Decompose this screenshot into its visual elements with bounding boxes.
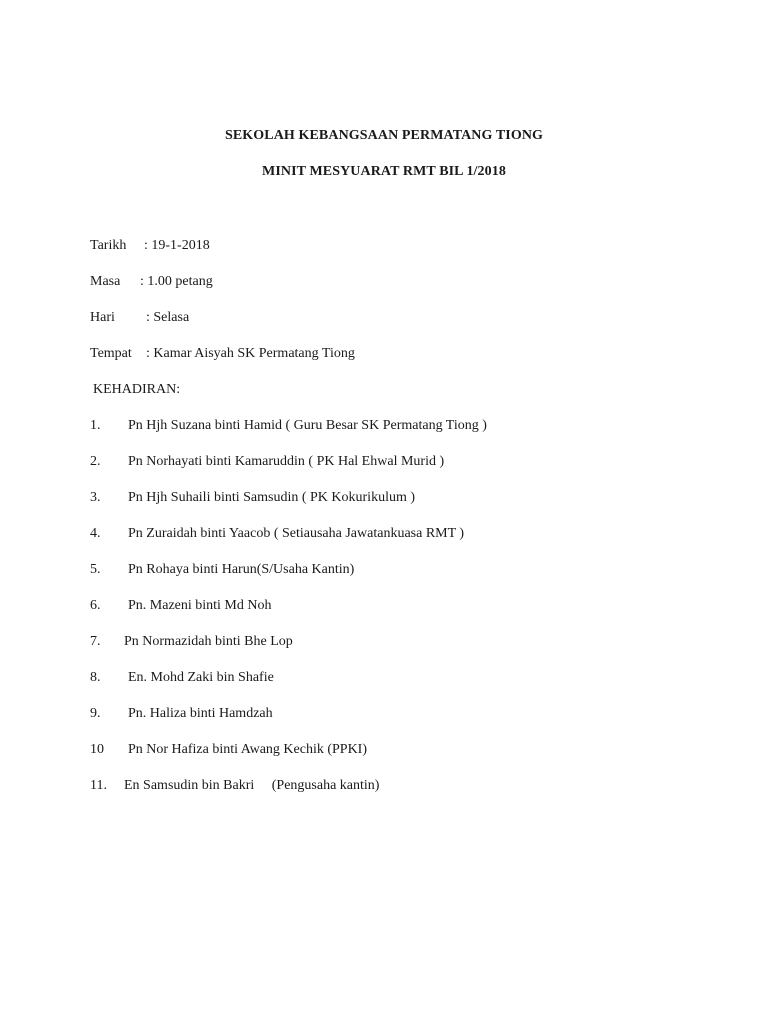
attendee-number: 5. (90, 562, 101, 577)
minutes-title-heading: MINIT MESYUARAT RMT BIL 1/2018 (262, 164, 506, 179)
attendee-number: 10 (90, 742, 104, 757)
attendee-name: Pn Norhayati binti Kamaruddin ( PK Hal Ehwal Murid ) (128, 454, 445, 469)
attendance-label: KEHADIRAN: (93, 382, 181, 397)
attendee-name: En. Mohd Zaki bin Shafie (128, 670, 274, 685)
attendee-name: Pn. Haliza binti Hamdzah (128, 706, 273, 721)
attendee-name: Pn. Mazeni binti Md Noh (128, 598, 272, 613)
day-field (90, 308, 190, 328)
date-value: : 19-1-2018 (144, 238, 210, 253)
venue-field (90, 344, 355, 364)
day-value: : Selasa (146, 310, 190, 325)
venue-value: : Kamar Aisyah SK Permatang Tiong (146, 346, 355, 361)
attendee-number: 6. (90, 598, 101, 613)
attendee-name: Pn Hjh Suzana binti Hamid ( Guru Besar SK Permatang Tiong ) (128, 418, 487, 433)
school-name-heading: SEKOLAH KEBANGSAAN PERMATANG TIONG (224, 128, 544, 143)
attendee-name: Pn Zuraidah binti Yaacob ( Setiausaha Jawatankuasa RMT ) (128, 526, 465, 541)
attendee-name: Pn Normazidah binti Bhe Lop (124, 634, 293, 649)
attendee-name: En Samsudin bin Bakri (Pengusaha kantin) (124, 778, 380, 793)
venue-label: Tempat (90, 346, 132, 361)
attendee-number: 4. (90, 526, 101, 541)
date-label: Tarikh (90, 238, 127, 253)
day-label: Hari (90, 310, 115, 325)
attendee-number: 8. (90, 670, 101, 685)
attendee-number: 3. (90, 490, 101, 505)
attendee-name: Pn Nor Hafiza binti Awang Kechik (PPKI) (128, 742, 368, 757)
date-field (90, 236, 210, 256)
attendee-number: 11. (90, 778, 107, 793)
attendee-number: 9. (90, 706, 101, 721)
time-field (90, 272, 213, 292)
attendee-number: 7. (90, 634, 101, 649)
attendee-number: 1. (90, 418, 101, 433)
attendee-name: Pn Rohaya binti Harun(S/Usaha Kantin) (128, 562, 355, 577)
time-label: Masa (90, 274, 121, 289)
attendee-number: 2. (90, 454, 101, 469)
time-value: : 1.00 petang (140, 274, 213, 289)
attendee-name: Pn Hjh Suhaili binti Samsudin ( PK Kokurikulum ) (128, 490, 416, 505)
